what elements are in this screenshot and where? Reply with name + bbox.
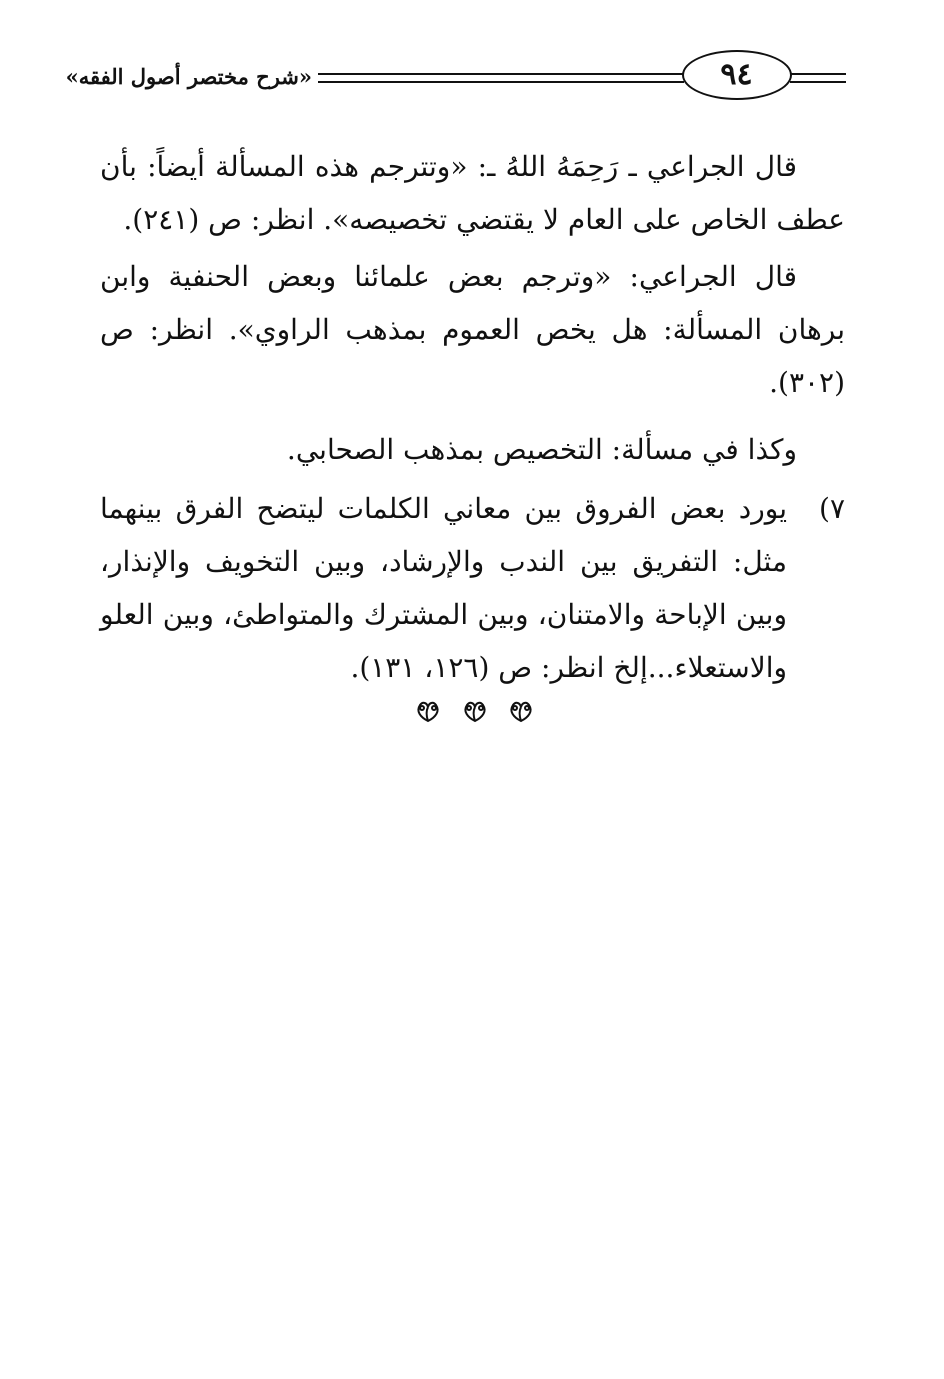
header-rule-left-bottom [318, 81, 684, 83]
list-item [100, 482, 845, 694]
page-header [0, 0, 944, 110]
list-item-number: ٧) [819, 492, 845, 525]
page-number-frame [682, 50, 792, 100]
paragraph: قال الجراعي: «وترجم بعض علمائنا وبعض الحنفية وابن برهان المسألة: هل يخص العموم بمذهب الراوي». انظر: ص (٣٠٢). [100, 260, 845, 399]
flower-ornament-icon [459, 697, 491, 725]
flower-ornament-icon [505, 697, 537, 725]
page-number: ٩٤ [720, 57, 753, 92]
paragraph: وكذا في مسألة: التخصيص بمذهب الصحابي. [286, 433, 797, 466]
running-title: «شرح مختصر أصول الفقه» [65, 64, 312, 89]
header-rule-left-top [318, 73, 684, 75]
flower-ornament-icon [412, 697, 444, 725]
page-body [100, 140, 845, 694]
paragraph: قال الجراعي ـ رَحِمَهُ اللهُ ـ: «وتترجم هذه المسألة أيضاً: بأن عطف الخاص على العام لا يقتضي تخصيصه». انظر: ص (٢٤١). [100, 150, 845, 236]
list-item-text: يورد بعض الفروق بين معاني الكلمات ليتضح الفرق بينهما مثل: التفريق بين الندب والإرشاد، وبين التخويف والإنذار، وبين الإباحة والامتنان، وبين المشترك والمتواطئ، وبين العلو والاستعلاء...إلخ انظر: ص (١٢٦، ١٣١). [100, 492, 787, 684]
header-rule-right-bottom [790, 81, 846, 83]
section-end-ornaments [412, 694, 537, 728]
header-rule-right-top [790, 73, 846, 75]
